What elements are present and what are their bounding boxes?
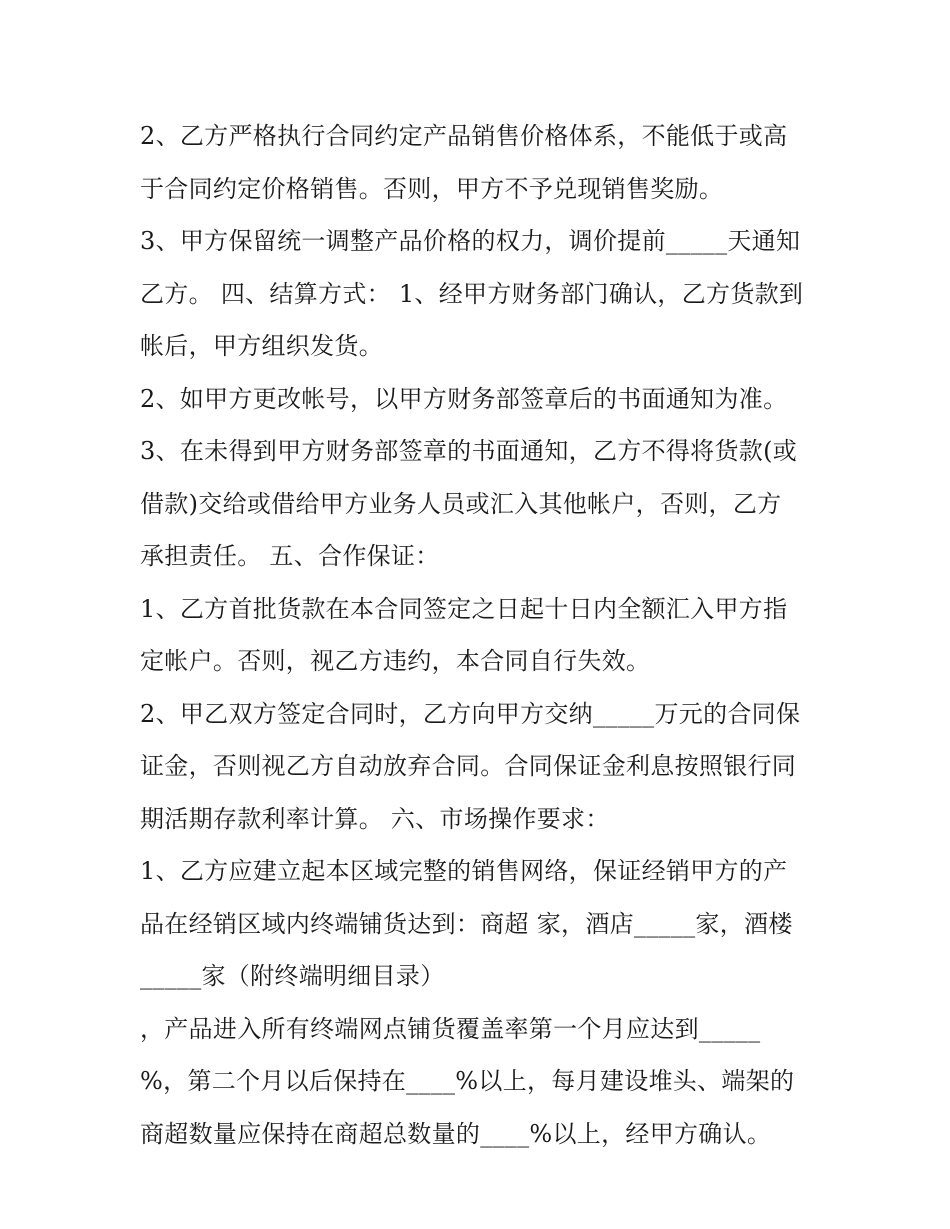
text-line: 品在经销区域内终端铺货达到：商超 家，酒店_____家，酒楼 — [140, 909, 793, 938]
text-line: 期活期存款利率计算。 六、市场操作要求： — [140, 804, 610, 833]
text-line: 乙方。 四、结算方式： 1、经甲方财务部门确认，乙方货款到 — [140, 279, 804, 308]
text-line: 承担责任。 五、合作保证： — [140, 542, 440, 570]
text-line: %，第二个月以后保持在____%以上，每月建设堆头、端架的 — [140, 1067, 795, 1095]
text-line: 证金，否则视乙方自动放弃合同。合同保证金利息按照银行同 — [140, 752, 797, 780]
text-line: 1、乙方应建立起本区域完整的销售网络，保证经销甲方的产 — [140, 857, 788, 885]
document-body — [140, 110, 820, 1160]
text-line: 定帐户。否则，视乙方违约，本合同自行失效。 — [140, 647, 651, 675]
text-line: 3、在未得到甲方财务部签章的书面通知，乙方不得将货款(或 — [140, 437, 798, 465]
text-line: 借款)交给或借给甲方业务人员或汇入其他帐户，否则，乙方 — [140, 489, 782, 518]
text-line: 2、如甲方更改帐号，以甲方财务部签章后的书面通知为准。 — [140, 384, 788, 413]
text-line: 2、乙方严格执行合同约定产品销售价格体系，不能低于或高 — [140, 122, 788, 150]
text-line: 3、甲方保留统一调整产品价格的权力，调价提前_____天通知 — [140, 227, 801, 255]
text-line: _____家（附终端明细目录） — [140, 962, 445, 990]
text-line: 于合同约定价格销售。否则，甲方不予兑现销售奖励。 — [140, 174, 724, 203]
text-line: 1、乙方首批货款在本合同签定之日起十日内全额汇入甲方指 — [140, 594, 788, 623]
text-line: 2、甲乙双方签定合同时，乙方向甲方交纳_____万元的合同保 — [140, 699, 801, 728]
text-line: 帐后，甲方组织发货。 — [140, 332, 383, 360]
text-line: ，产品进入所有终端网点铺货覆盖率第一个月应达到_____ — [140, 1014, 761, 1043]
text-line: 商超数量应保持在商超总数量的____%以上，经甲方确认。 — [140, 1119, 772, 1148]
